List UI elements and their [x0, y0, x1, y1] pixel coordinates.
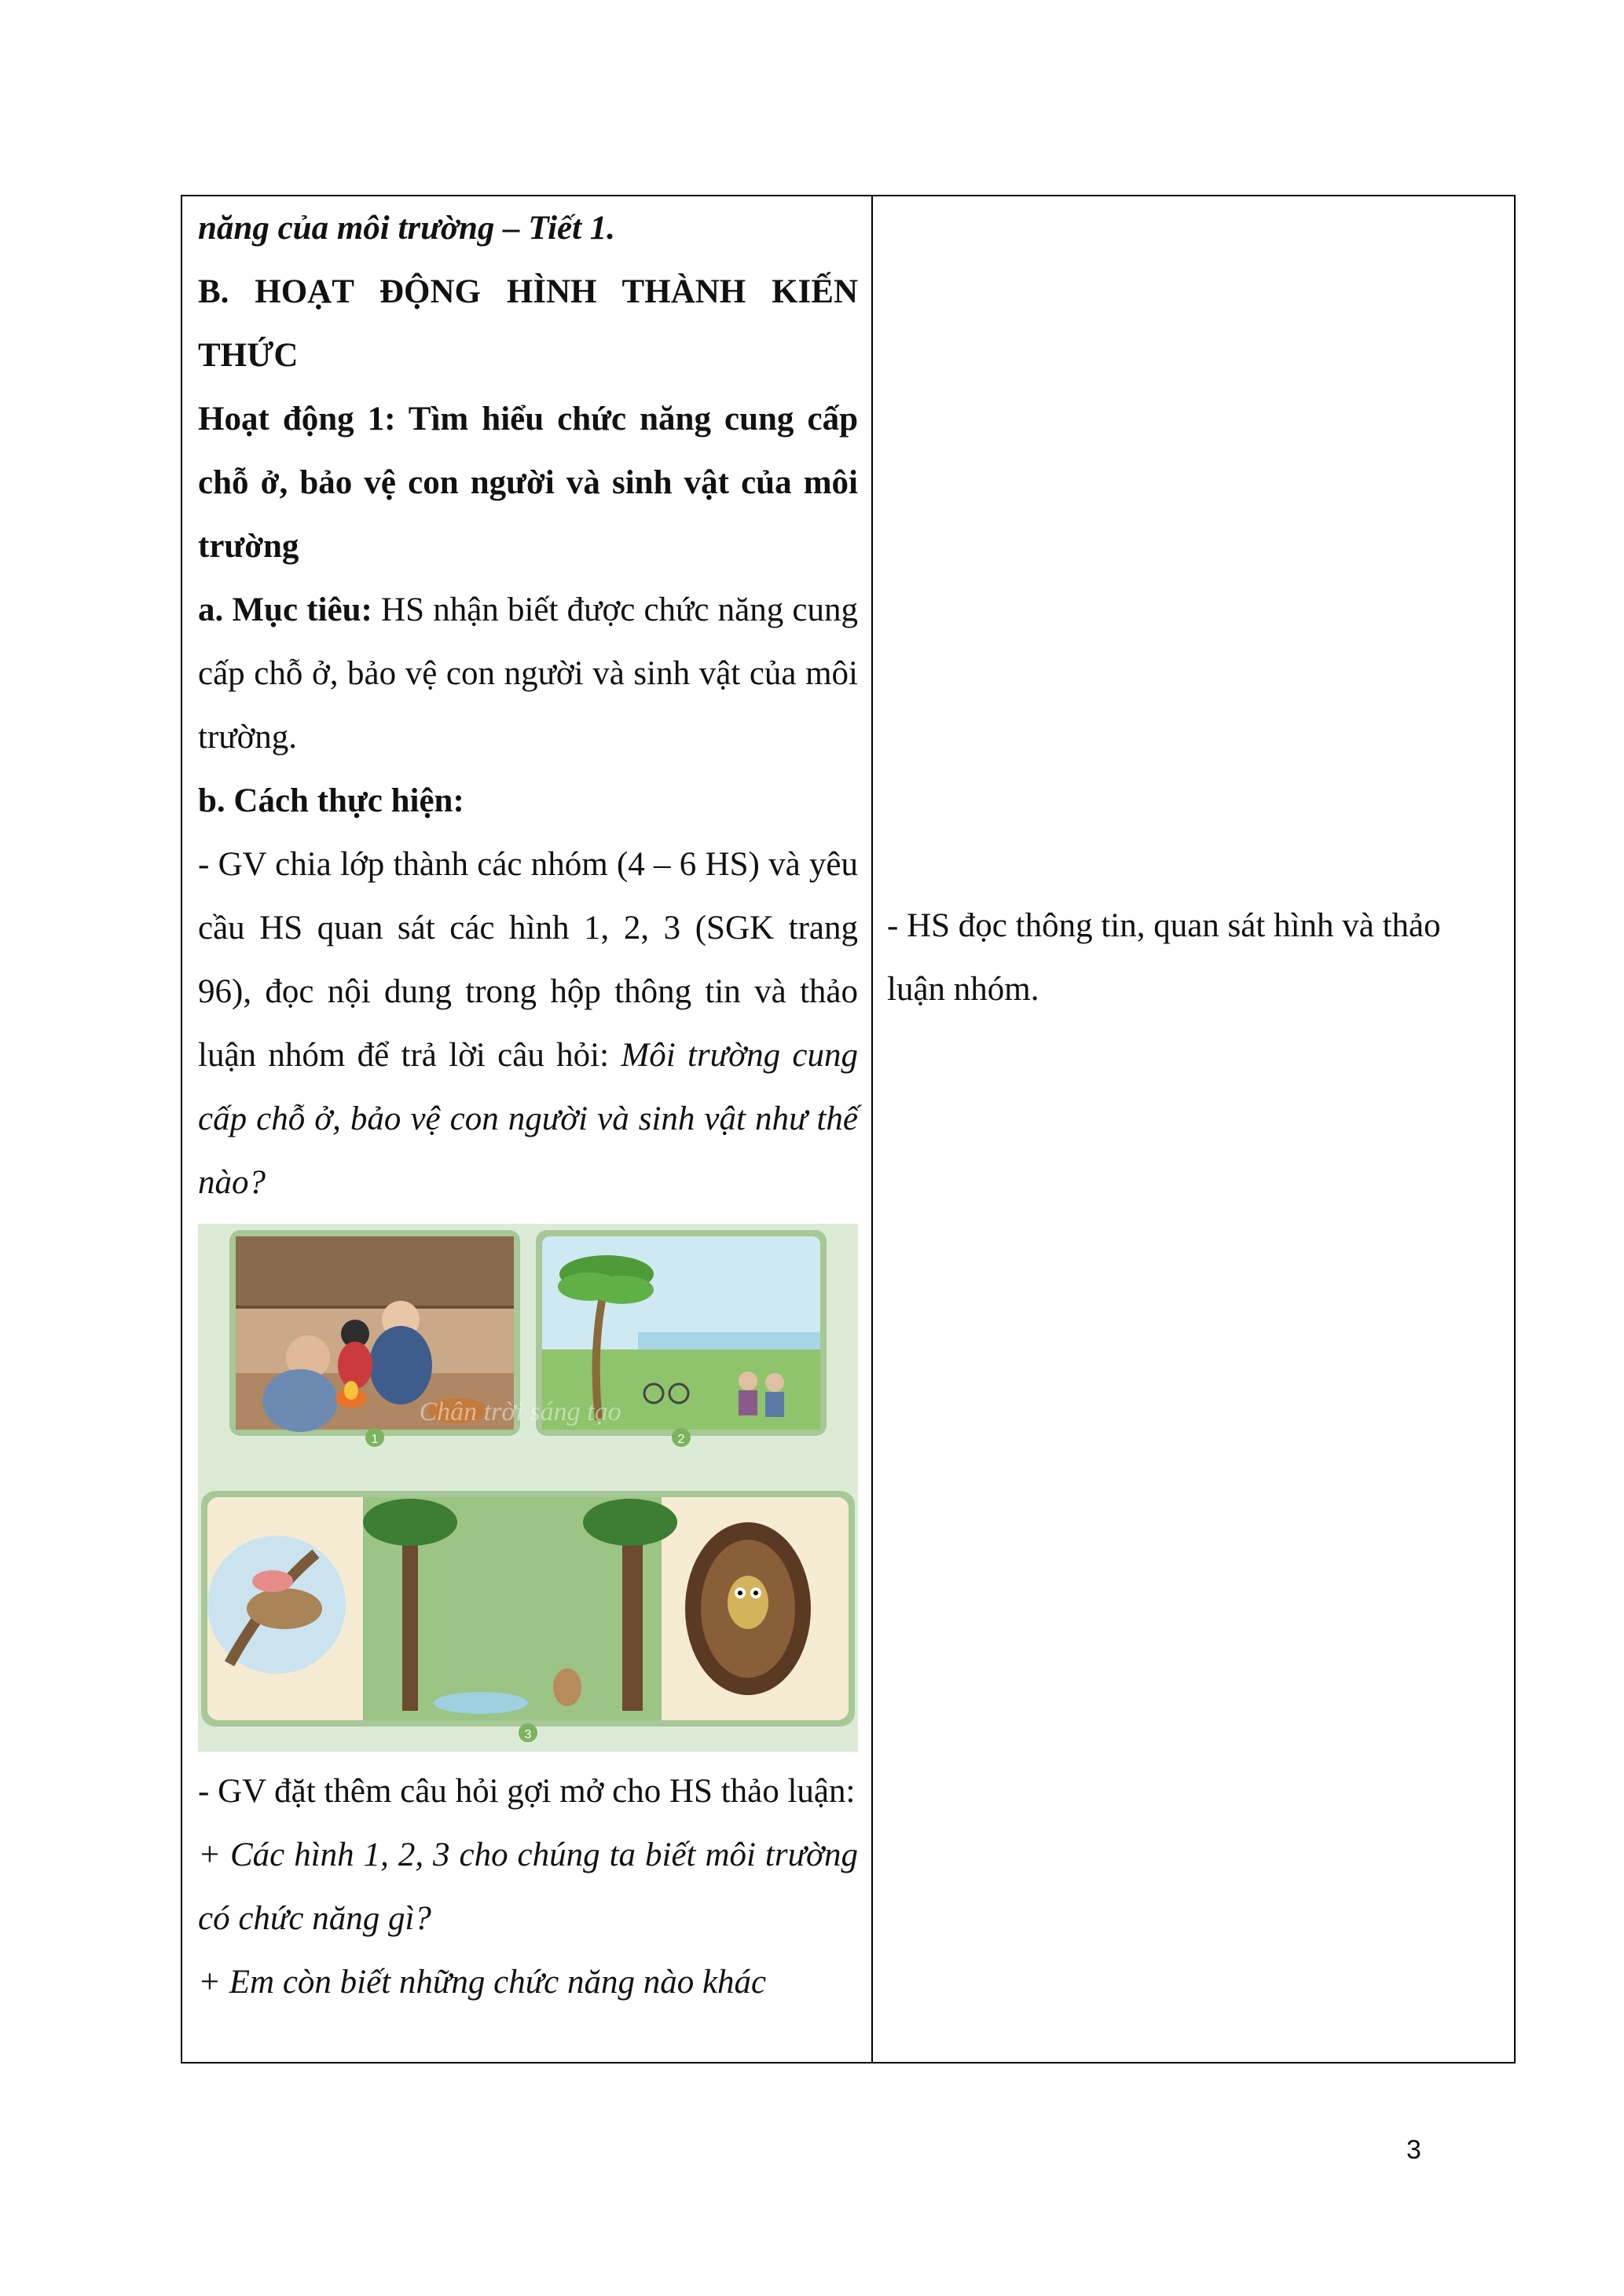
panel-1-number: 1: [371, 1433, 379, 1446]
activity-title: Hoạt động 1: Tìm hiểu chức năng cung cấp chỗ ở, bảo vệ con người và sinh vật của môi trường: [198, 401, 858, 565]
teacher-activity-column: [198, 196, 858, 2014]
page-number: 3: [1406, 2135, 1421, 2165]
step1-paragraph: [198, 833, 858, 1214]
objective-paragraph: [198, 578, 858, 769]
lesson-table: [181, 195, 1516, 2063]
column-divider: [871, 196, 873, 2062]
panel-3-number: 3: [524, 1728, 532, 1741]
objective-text: HS nhận biết được chức năng cung cấp chỗ ở, bảo vệ con người và sinh vật của môi trường.: [198, 591, 859, 756]
section-title: B. HOẠT ĐỘNG HÌNH THÀNH KIẾN THỨC: [198, 273, 858, 374]
figure-illustration: [198, 1224, 858, 1752]
student-activity-text: - HS đọc thông tin, quan sát hình và thảo luận nhóm.: [887, 907, 1441, 1008]
method-label: b. Cách thực hiện:: [198, 782, 464, 819]
panel-3-forest-habitats: [201, 1491, 855, 1727]
watermark: Chân trời sáng tạo: [419, 1397, 621, 1426]
question-1: + Các hình 1, 2, 3 cho chúng ta biết môi trường có chức năng gì?: [198, 1836, 858, 1937]
student-activity-column: [887, 196, 1504, 1021]
objective-label: a. Mục tiêu:: [198, 591, 372, 628]
step1-question: Môi trường cung cấp chỗ ở, bảo vệ con người và sinh vật như thế nào?: [198, 1037, 858, 1201]
question-2: + Em còn biết những chức năng nào khác: [198, 1964, 767, 2001]
step2-paragraph: - GV đặt thêm câu hỏi gợi mở cho HS thảo luận:: [198, 1773, 856, 1810]
panel-2-number: 2: [677, 1433, 685, 1446]
step1-text: - GV chia lớp thành các nhóm (4 – 6 HS) và yêu cầu HS quan sát các hình 1, 2, 3 (SGK trang 96), đọc nội dung trong hộp thông tin và thảo luận nhóm để trả lời câu hỏi:: [198, 846, 858, 1074]
textbook-figure: [198, 1224, 858, 1752]
continued-heading: năng của môi trường – Tiết 1.: [198, 210, 616, 247]
